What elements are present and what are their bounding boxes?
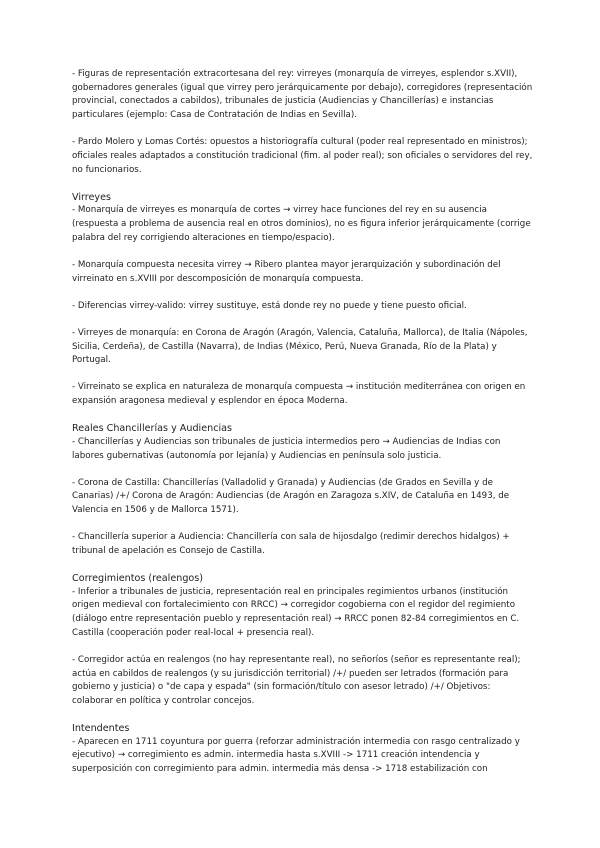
paragraph-aparecen-1711: - Aparecen en 1711 coyuntura por guerra (reforzar administración intermedia con rasgo centralizado y ejecutivo) → corregimiento es admin. intermedia hasta s.XVIII -> 1711 creación intendencia y superposición con corregimiento para admin. intermedia más densa -> 1718 estabilización con — [72, 736, 520, 775]
paragraph-inferior-tribunales: - Inferior a tribunales de justicia, representación real en principales regimientos urbanos (institución origen medieval con fortalecimiento con RRCC) → corregidor cogobierna con el regidor del regimiento (diálogo entre representación pueblo y representación real) → RRCC ponen 82-84 corregimientos en C. Castilla (cooperación poder real-local + presencia real). — [72, 586, 520, 638]
heading-virreyes: Virreyes — [72, 191, 112, 203]
heading-chancillerias-audiencias: Reales Chancillerías y Audiencias — [72, 423, 233, 435]
paragraph-monarquia-virreyes: - Monarquía de virreyes es monarquía de cortes → virrey hace funciones del rey en su ausencia (respuesta a problema de ausencia real en otros dominios), no es figura inferior jerárquicamente (corrige palabra del rey corrigiendo alteraciones en tiempo/espacio). — [72, 205, 531, 243]
heading-corregimientos: Corregimientos (realengos) — [72, 572, 204, 584]
paragraph-monarquia-compuesta: - Monarquía compuesta necesita virrey → Ribero plantea mayor jerarquización y subordinación del virreinato en s.XVIII por descomposición de monarquía compuesta. — [72, 259, 501, 284]
paragraph-diferencias-virrey-valido: - Diferencias virrey-valido: virrey sustituye, está donde rey no puede y tiene puesto oficial. — [72, 300, 467, 311]
paragraph-virreinato: - Virreinato se explica en naturaleza de monarquía compuesta → institución mediterránea con origen en expansión aragonesa medieval y esplendor en época Moderna. — [72, 382, 526, 406]
paragraph-pardo-molero: - Pardo Molero y Lomas Cortés: opuestos a historiografía cultural (poder real representado en ministros); oficiales reales adaptados a constitución tradicional (fim. al poder real); son oficiales o servidores del rey, no funcionarios. — [72, 137, 533, 175]
paragraph-virreyes-monarquia: - Virreyes de monarquía: en Corona de Aragón (Aragón, Valencia, Cataluña, Mallorca), de Italia (Nápoles, Sicilia, Cerdeña), de Castilla (Navarra), de Indias (México, Perú, Nueva Granada, Río de la Plata) y Portugal. — [72, 327, 528, 366]
paragraph-chancilleria-superior: - Chancillería superior a Audiencia: Chancillería con sala de hijosdalgo (redimir derechos hidalgos) + tribunal de apelación es Consejo de Castilla. — [72, 532, 510, 556]
paragraph-corona-castilla: - Corona de Castilla: Chancillerías (Valladolid y Granada) y Audiencias (de Grados en Sevilla y de Canarias) /+/ Corona de Aragón: Audiencias (de Aragón en Zaragoza s.XIV, de Cataluña en 1493, de Valencia en 1506 y de Mallorca 1571). — [72, 477, 510, 515]
heading-intendentes: Intendentes — [72, 723, 130, 734]
paragraph-tribunales-intermedios: - Chancillerías y Audiencias son tribunales de justicia intermedios pero → Audiencias de Indias con labores gubernativas (autonomía por lejanía) y Audiencias en península solo justicia. — [72, 436, 501, 461]
paragraph-corregidor-realengos: - Corregidor actúa en realengos (no hay representante real), no señoríos (señor es representante real); actúa en cabildos de realengos (y su jurisdicción territorial) /+/ pueden ser letrados (formación para gobierno y justicia) o "de capa y espada" (sin formación/título con asesor letrado) /+/ Objetivos: colaborar en política y controlar concejos. — [72, 654, 521, 706]
paragraph-figuras-representacion: - Figuras de representación extracortesana del rey: virreyes (monarquía de virreyes, esplendor s.XVII), gobernadores generales (igual que virrey pero jerárquicamente por debajo), corregidores (representación provincial, conectados a cabildos), tribunales de justicia (Audiencias y Chancillerías) e instancias particulares (ejemplo: Casa de Contratación de Indias en Sevilla). — [72, 69, 533, 121]
